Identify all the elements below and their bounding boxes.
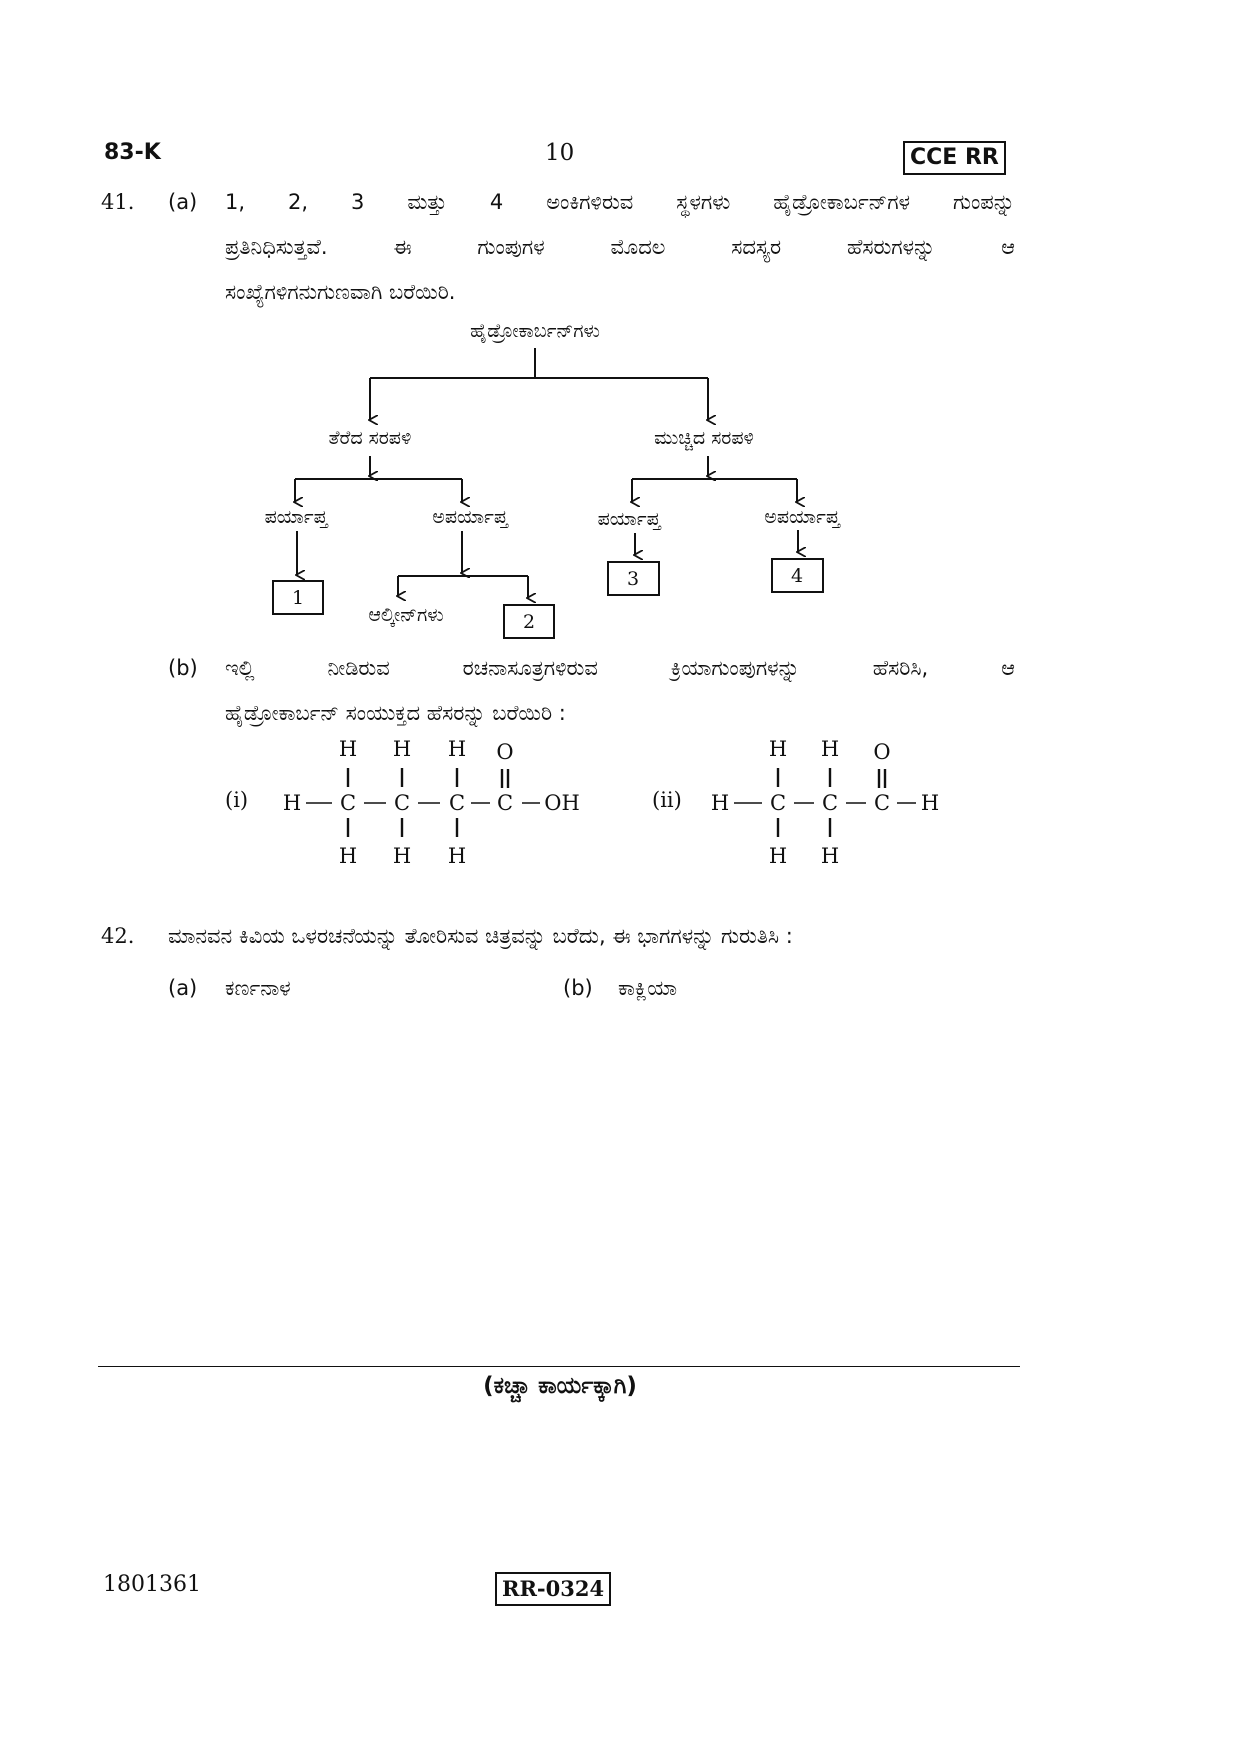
box-label-1: 1 [291, 587, 305, 609]
q41-number: 41. [101, 190, 135, 214]
node-open-unsaturated: ಅಪರ್ಯಾಪ್ತ [432, 506, 508, 528]
atom-o: O [496, 740, 514, 764]
q41a-line-3: ಸಂಖ್ಯೆಗಳಿಗನುಗುಣವಾಗಿ ಬರೆಯಿರಿ. [225, 280, 456, 304]
atom-h: H [282, 791, 302, 815]
word: ಆ [1001, 235, 1015, 259]
atom-h: H [820, 737, 840, 761]
atom-h: H [768, 737, 788, 761]
group-oh: OH [544, 791, 580, 815]
atom-h: H [392, 737, 412, 761]
word: ಗುಂಪನ್ನು [952, 190, 1015, 214]
hydrocarbon-tree-diagram [0, 0, 1241, 660]
atom-h: H [392, 844, 412, 868]
page-number: 10 [545, 140, 575, 166]
word: ಹೆಸರಿಸಿ, [872, 656, 929, 680]
atom-c: C [393, 791, 411, 815]
node-alkenes: ಆಲ್ಕೀನ್‌ಗಳು [368, 604, 444, 626]
atom-c: C [339, 791, 357, 815]
atom-h: H [710, 791, 730, 815]
node-closed-chain: ಮುಚ್ಚಿದ ಸರಪಳಿ [654, 427, 754, 449]
word: ಮತ್ತು [407, 190, 447, 214]
atom-h: H [447, 844, 467, 868]
q42-part-b-label: (b) [563, 976, 593, 1000]
atom-h: H [447, 737, 467, 761]
q41b-line-2: ಹೈಡ್ರೋಕಾರ್ಬನ್ ಸಂಯುಕ್ತದ ಹೆಸರನ್ನು ಬರೆಯಿರಿ : [225, 701, 566, 725]
node-closed-unsaturated: ಅಪರ್ಯಾಪ್ತ [764, 506, 840, 528]
word: ಹೈಡ್ರೋಕಾರ್ಬನ್‌ಗಳ [773, 190, 910, 214]
atom-h: H [768, 844, 788, 868]
atom-h: H [338, 844, 358, 868]
atom-h: H [820, 844, 840, 868]
word: ಮೊದಲ [610, 235, 666, 259]
atom-c: C [769, 791, 787, 815]
atom-h: H [920, 791, 940, 815]
node-open-saturated: ಪರ್ಯಾಪ್ತ [264, 506, 328, 528]
word: ಕ್ರಿಯಾಗುಂಪುಗಳನ್ನು [670, 656, 800, 680]
atom-c: C [448, 791, 466, 815]
word: ಈ [393, 235, 412, 259]
paper-code: 83-K [104, 140, 161, 165]
q42-number: 42. [101, 924, 135, 948]
series-badge: CCE RR [903, 141, 1006, 175]
word: ರಚನಾಸೂತ್ರಗಳಿರುವ [462, 656, 598, 680]
box-label-2: 2 [522, 611, 536, 633]
box-label-4: 4 [790, 565, 804, 587]
node-closed-saturated: ಪರ್ಯಾಪ್ತ [597, 508, 661, 530]
atom-h: H [338, 737, 358, 761]
rough-work-divider [98, 1366, 1020, 1367]
footer-booklet-code: RR-0324 [495, 1572, 611, 1606]
word: ಅಂಕಿಗಳಿರುವ [546, 190, 634, 214]
q42-part-b-text: ಕಾಕ್ಲಿಯಾ [618, 976, 678, 1000]
word: ಸ್ಥಳಗಳು [676, 190, 731, 214]
q42-part-a-label: (a) [168, 976, 198, 1000]
rough-work-label: (ಕಚ್ಚಾ ಕಾರ್ಯಕ್ಕಾಗಿ) [483, 1373, 637, 1399]
node-open-chain: ತೆರೆದ ಸರಪಳಿ [328, 427, 412, 449]
word: 4 [489, 190, 504, 214]
word: ಸದಸ್ಯರ [731, 235, 782, 259]
q42-text: ಮಾನವನ ಕಿವಿಯ ಒಳರಚನೆಯನ್ನು ತೋರಿಸುವ ಚಿತ್ರವನ್ನು ಬರೆದು, ಈ ಭಾಗಗಳನ್ನು ಗುರುತಿಸಿ : [168, 924, 793, 948]
atom-o: O [873, 740, 891, 764]
q41-part-b-label: (b) [168, 656, 198, 680]
structure-ii-label: (ii) [652, 788, 682, 812]
q42-part-a-text: ಕರ್ಣನಾಳ [225, 976, 291, 1000]
node-hydrocarbons: ಹೈಡ್ರೋಕಾರ್ಬನ್‌ಗಳು [470, 320, 600, 342]
atom-c: C [873, 791, 891, 815]
box-label-3: 3 [626, 568, 640, 590]
footer-serial: 1801361 [103, 1572, 201, 1597]
word: 3 [351, 190, 365, 214]
q41-part-a-label: (a) [168, 190, 198, 214]
word: 1, [225, 190, 246, 214]
structure-ii-formula [700, 735, 960, 875]
word: ಗುಂಪುಗಳ [477, 235, 545, 259]
word: ಆ [1001, 656, 1015, 680]
word: ಇಲ್ಲಿ [225, 656, 255, 680]
atom-c: C [496, 791, 514, 815]
atom-c: C [821, 791, 839, 815]
structure-i-label: (i) [225, 788, 249, 812]
word: ಪ್ರತಿನಿಧಿಸುತ್ತವೆ. [225, 235, 328, 259]
structure-i-formula [270, 735, 610, 875]
word: ಹೆಸರುಗಳನ್ನು [846, 235, 936, 259]
word: 2, [288, 190, 309, 214]
q41b-line-1 [225, 656, 1015, 681]
word: ನೀಡಿರುವ [327, 656, 390, 680]
